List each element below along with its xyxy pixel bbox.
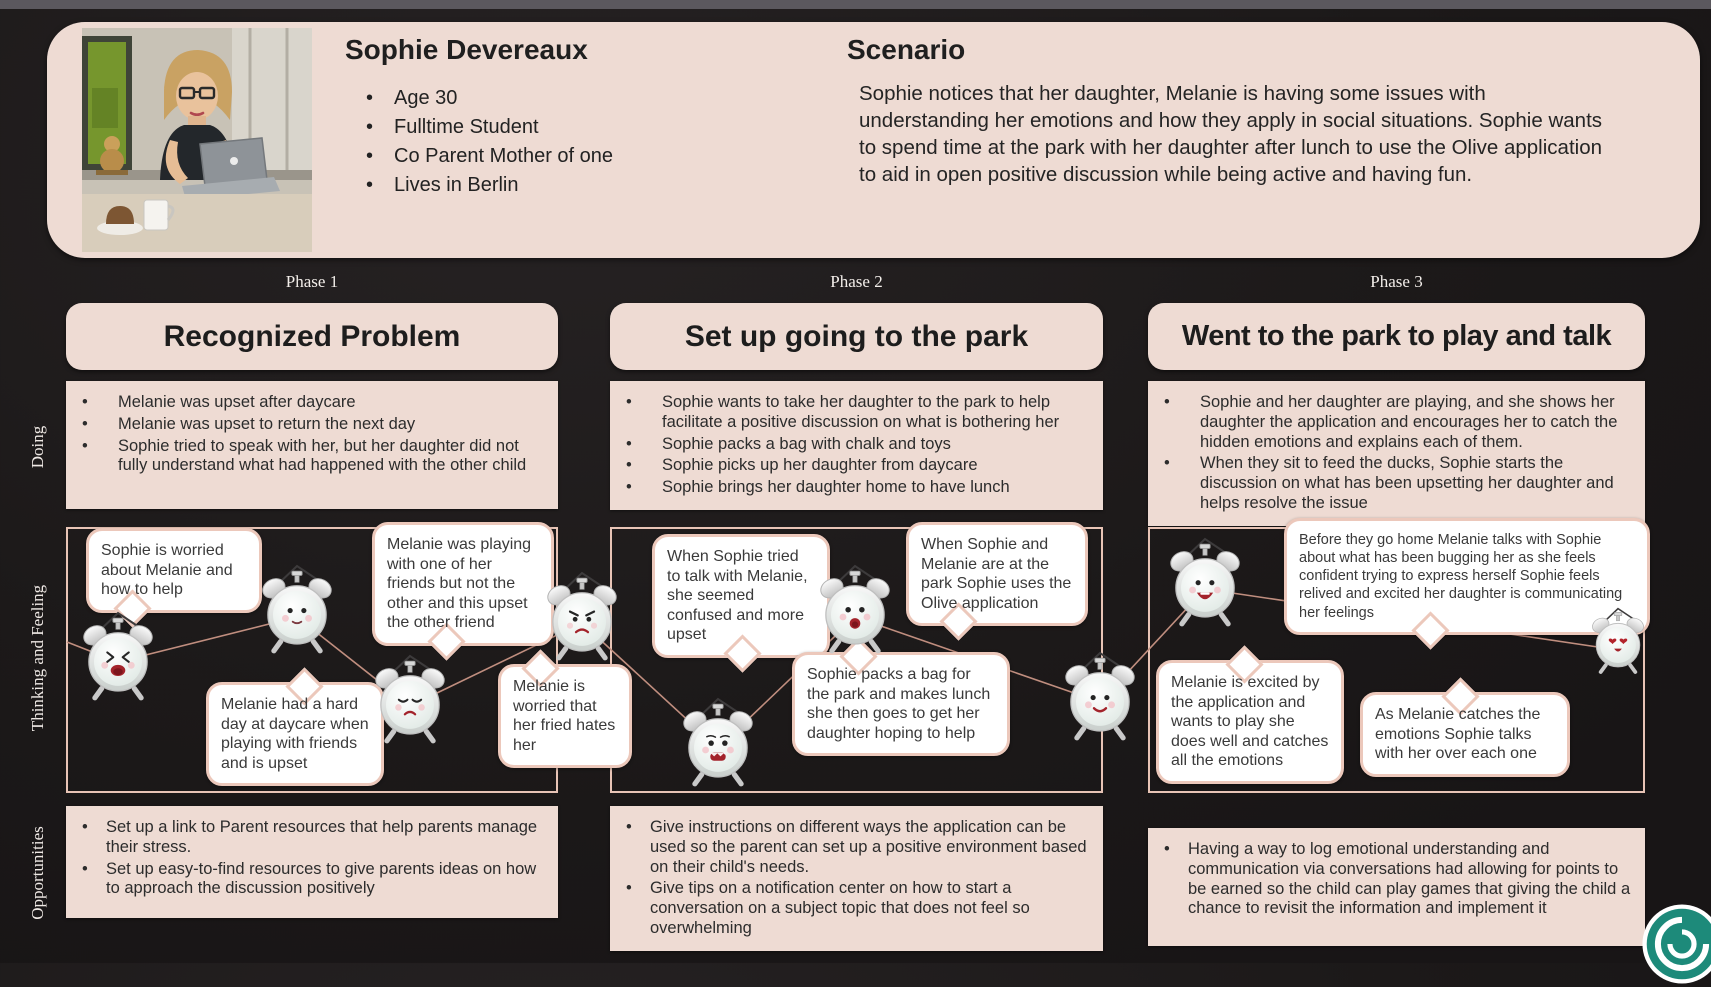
persona-detail: • Fulltime Student — [352, 113, 613, 142]
alarm-clock-sad-icon — [367, 650, 453, 746]
doing-item: • Melanie was upset after daycare — [66, 392, 546, 414]
persona-photo — [82, 28, 312, 252]
alarm-clock-laughing-icon — [1162, 533, 1248, 629]
doing-item: • Sophie brings her daughter home to have lunch — [610, 477, 1091, 499]
doing-item: • Sophie wants to take her daughter to the park to help facilitate a positive discussion on what is bothering her — [610, 392, 1091, 434]
phase-1-header: Recognized Problem — [66, 303, 558, 370]
thought-bubble — [498, 664, 632, 768]
thought-text: Melanie is excited by the application and wants to play she does well and catches all the emotions — [1171, 674, 1329, 770]
alarm-clock-surprised-icon — [812, 560, 898, 656]
thought-text: Sophie is worried about Melanie and how to help — [101, 542, 233, 599]
alarm-clock-love-icon — [1586, 604, 1650, 676]
brand-logo-icon — [1639, 901, 1711, 987]
opportunities-box-phase-3 — [1148, 828, 1645, 946]
top-edge-strip — [0, 0, 1711, 9]
persona-details-list — [352, 84, 613, 200]
row-label-thinking-and-feeling: Thinking and Feeling — [28, 584, 47, 732]
alarm-clock-calm-icon — [254, 560, 340, 656]
thought-bubble — [86, 528, 262, 613]
phase-2-header: Set up going to the park — [610, 303, 1103, 370]
phase-3-label: Phase 3 — [1370, 272, 1423, 291]
persona-detail: • Co Parent Mother of one — [352, 142, 613, 171]
doing-item: • Melanie was upset to return the next day — [66, 414, 546, 436]
thought-text: When Sophie and Melanie are at the park Sophie uses the Olive application — [921, 536, 1072, 612]
doing-box-phase-2 — [610, 381, 1103, 510]
persona-detail: • Lives in Berlin — [352, 171, 613, 200]
thought-bubble — [1156, 660, 1344, 784]
doing-item: • Sophie and her daughter are playing, and she shows her daughter the application and encourages her to catch the hidden emotions and explains each of them. — [1148, 392, 1633, 453]
scenario-title: Scenario — [847, 34, 966, 65]
thought-text: When Sophie tried to talk with Melanie, she seemed confused and more upset — [667, 548, 808, 644]
alarm-clock-worried-icon — [675, 693, 761, 789]
thought-bubble — [1360, 692, 1570, 777]
thought-text: Sophie packs a bag for the park and makes lunch she then goes to get her daughter hoping to help — [807, 666, 991, 742]
thought-bubble — [652, 534, 830, 658]
phase-2-label: Phase 2 — [830, 272, 883, 291]
persona-detail: • Age 30 — [352, 84, 613, 113]
opportunity-item: • Give tips on a notification center on how to start a conversation on a subject topic that does not feel so overwhelming — [610, 878, 1091, 939]
opportunities-box-phase-2 — [610, 806, 1103, 951]
thought-bubble — [792, 652, 1010, 756]
thought-text: As Melanie catches the emotions Sophie talks with her over each one — [1375, 706, 1541, 763]
alarm-clock-angry-icon — [539, 567, 625, 663]
persona-panel — [47, 22, 1700, 258]
persona-photo-illustration — [82, 28, 312, 252]
row-label-opportunities: Opportunities — [28, 826, 47, 920]
doing-item: • When they sit to feed the ducks, Sophie starts the discussion on what has been upsetting her daughter and helps resolve the issue — [1148, 453, 1633, 514]
opportunity-item: • Set up easy-to-find resources to give parents ideas on how to approach the discussion positively — [66, 859, 546, 901]
opportunities-box-phase-1 — [66, 806, 558, 918]
thought-text: Melanie is worried that her fried hates her — [513, 678, 616, 754]
thought-text: Before they go home Melanie talks with Sophie about what has been bugging her as she feels confident trying to express herself Sophie feels relived and excited her daughter is communicating her feelings — [1299, 532, 1623, 621]
thought-bubble — [206, 682, 384, 786]
opportunity-item: • Set up a link to Parent resources that help parents manage their stress. — [66, 817, 546, 859]
thought-text: Melanie was playing with one of her friends but not the other and this upset the other friend — [387, 536, 532, 632]
doing-item: • Sophie tried to speak with her, but her daughter did not fully understand what had happened with the other child — [66, 436, 546, 478]
doing-item: • Sophie packs a bag with chalk and toys — [610, 434, 1091, 456]
row-label-doing: Doing — [28, 425, 47, 469]
phase-3-header: Went to the park to play and talk — [1148, 303, 1645, 370]
alarm-clock-distressed-icon — [75, 607, 161, 703]
thought-text: Melanie had a hard day at daycare when playing with friends and is upset — [221, 696, 369, 772]
persona-name: Sophie Devereaux — [345, 34, 588, 65]
doing-item: • Sophie picks up her daughter from daycare — [610, 455, 1091, 477]
doing-box-phase-3 — [1148, 381, 1645, 526]
phase-1-label: Phase 1 — [285, 272, 339, 291]
opportunity-item: • Give instructions on different ways the application can be used so the parent can set up a positive environment based on their child's needs. — [610, 817, 1091, 878]
scenario-text: Sophie notices that her daughter, Melanie is having some issues with understanding her emotions and how they apply in social situations. Sophie wants to spend time at the park with her daughter after lunch to use the Olive application to aid in open positive discussion while being active and having fun. — [859, 82, 1603, 187]
doing-box-phase-1 — [66, 381, 558, 509]
thought-bubble — [372, 522, 554, 646]
alarm-clock-happy-icon — [1057, 647, 1143, 743]
opportunity-item: • Having a way to log emotional understanding and communication via conversations had allowing for points to be earned so the child can play games that giving the child a chance to revisit the information and implement it — [1148, 839, 1633, 920]
thought-bubble — [906, 522, 1088, 626]
